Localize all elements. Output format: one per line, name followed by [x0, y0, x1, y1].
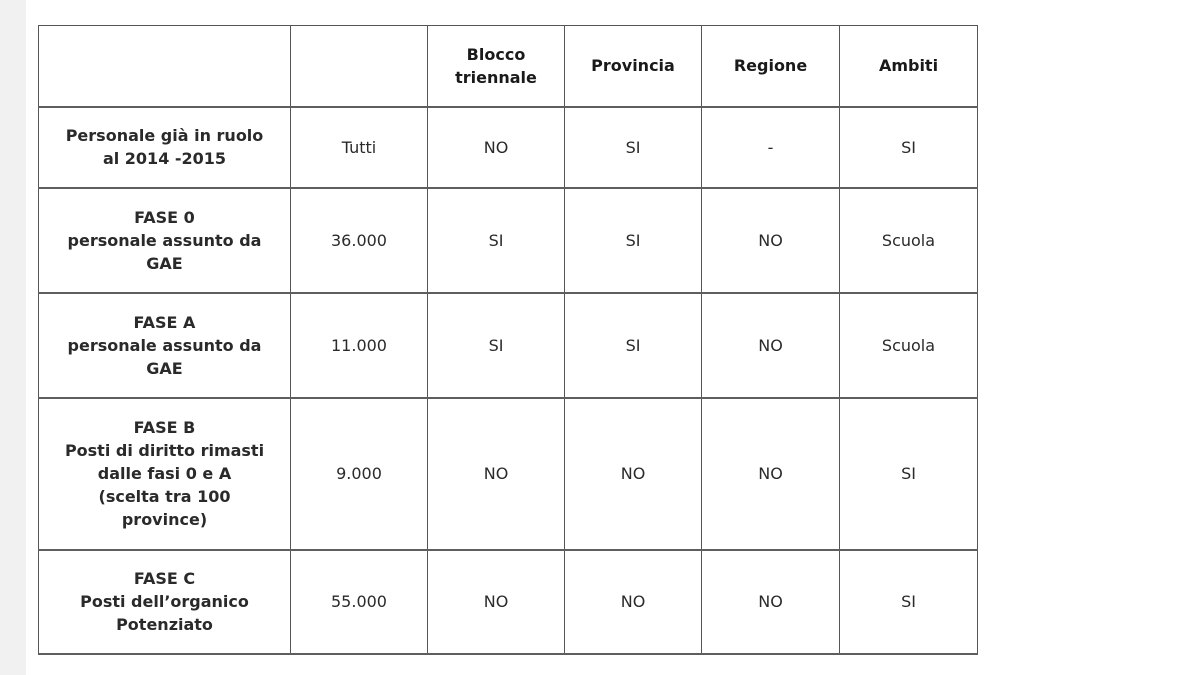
- header-empty-number: [291, 26, 428, 107]
- header-provincia: Provincia: [565, 26, 702, 107]
- cell-regione: NO: [702, 293, 840, 398]
- row-label: FASE 0 personale assunto da GAE: [39, 188, 291, 293]
- row-label: FASE A personale assunto da GAE: [39, 293, 291, 398]
- cell-numero: 9.000: [291, 398, 428, 550]
- cell-blocco-triennale: NO: [428, 107, 565, 188]
- mobility-phases-table: [38, 25, 978, 655]
- left-margin-strip: [0, 0, 26, 675]
- cell-ambiti: SI: [840, 107, 978, 188]
- cell-blocco-triennale: NO: [428, 398, 565, 550]
- table-row: [39, 398, 978, 550]
- table-header-row: [39, 26, 978, 107]
- cell-numero: 11.000: [291, 293, 428, 398]
- row-label: Personale già in ruolo al 2014 -2015: [39, 107, 291, 188]
- table-row: [39, 550, 978, 654]
- row-label: FASE C Posti dell’organico Potenziato: [39, 550, 291, 654]
- cell-regione: NO: [702, 188, 840, 293]
- cell-numero: 55.000: [291, 550, 428, 654]
- cell-ambiti: SI: [840, 398, 978, 550]
- header-empty-label: [39, 26, 291, 107]
- cell-blocco-triennale: SI: [428, 188, 565, 293]
- cell-numero: 36.000: [291, 188, 428, 293]
- cell-provincia: SI: [565, 107, 702, 188]
- cell-blocco-triennale: SI: [428, 293, 565, 398]
- header-regione: Regione: [702, 26, 840, 107]
- cell-ambiti: SI: [840, 550, 978, 654]
- header-ambiti: Ambiti: [840, 26, 978, 107]
- cell-regione: NO: [702, 398, 840, 550]
- table-row: [39, 188, 978, 293]
- cell-blocco-triennale: NO: [428, 550, 565, 654]
- cell-numero: Tutti: [291, 107, 428, 188]
- table-row: [39, 107, 978, 188]
- cell-provincia: NO: [565, 398, 702, 550]
- header-blocco-triennale: Blocco triennale: [428, 26, 565, 107]
- cell-regione: -: [702, 107, 840, 188]
- cell-ambiti: Scuola: [840, 293, 978, 398]
- cell-regione: NO: [702, 550, 840, 654]
- cell-provincia: SI: [565, 293, 702, 398]
- cell-ambiti: Scuola: [840, 188, 978, 293]
- cell-provincia: SI: [565, 188, 702, 293]
- row-label: FASE B Posti di diritto rimasti dalle fasi 0 e A (scelta tra 100 province): [39, 398, 291, 550]
- table-row: [39, 293, 978, 398]
- cell-provincia: NO: [565, 550, 702, 654]
- document-page: [26, 0, 1200, 675]
